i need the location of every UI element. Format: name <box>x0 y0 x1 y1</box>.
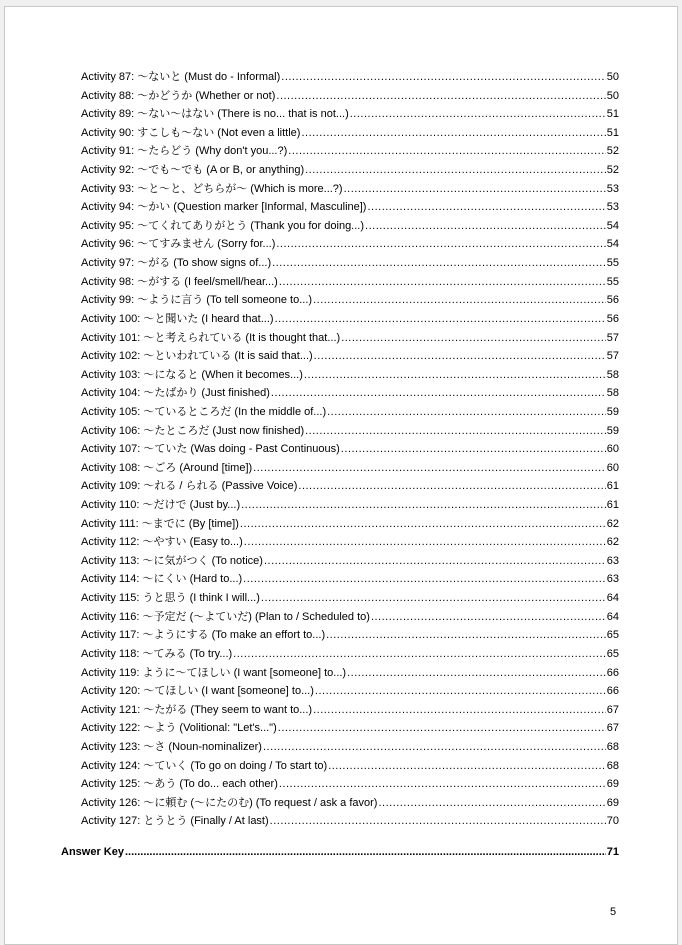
dot-leader <box>305 164 606 176</box>
toc-entry-page: 65 <box>606 629 619 642</box>
toc-entry-page: 62 <box>606 536 619 549</box>
toc-entry-page: 63 <box>606 573 619 586</box>
toc-entry-label: Activity 97: ～がる (To show signs of...) <box>81 257 272 270</box>
toc-entry[interactable] <box>81 515 619 534</box>
toc-entry-page: 59 <box>606 405 619 418</box>
toc-entry[interactable] <box>81 626 619 645</box>
toc-entry-page: 61 <box>606 499 619 512</box>
toc-entry-label: Activity 102: ～といわれている (It is said that...) <box>81 350 313 363</box>
toc-entry[interactable] <box>81 589 619 608</box>
toc-entry[interactable] <box>81 440 619 459</box>
toc-entry-page: 59 <box>606 424 619 437</box>
dot-leader <box>278 722 606 734</box>
toc-entry-page: 61 <box>606 480 619 493</box>
toc-entry-page: 66 <box>606 666 619 679</box>
dot-leader <box>371 611 606 623</box>
dot-leader <box>315 685 606 697</box>
document-page <box>4 6 678 945</box>
dot-leader <box>264 555 606 567</box>
toc-entry-page: 69 <box>606 778 619 791</box>
toc-entry-page: 70 <box>606 815 619 828</box>
toc-entry-label: Activity 95: ～てくれてありがとう (Thank you for doing...) <box>81 219 365 232</box>
dot-leader <box>270 815 606 827</box>
toc-entry-label: Activity 96: ～てすみません (Sorry for...) <box>81 238 276 251</box>
toc-entry-label: Activity 114: ～にくい (Hard to...) <box>81 573 243 586</box>
toc-entry-page: 57 <box>606 331 619 344</box>
toc-entry[interactable] <box>81 329 619 348</box>
toc-entry-page: 56 <box>606 312 619 325</box>
toc-entry-label: Activity 119: ように～てほしい (I want [someone] to...) <box>81 666 347 679</box>
toc-entry-label: Activity 113: ～に気がつく (To notice) <box>81 554 263 567</box>
toc-entry-label: Activity 87: ～ないと (Must do - Informal) <box>81 71 281 83</box>
dot-leader <box>276 238 605 250</box>
toc-entry-page: 68 <box>606 759 619 772</box>
toc-entry-page: 64 <box>606 592 619 605</box>
dot-leader <box>275 313 606 325</box>
dot-leader <box>314 350 606 362</box>
toc-entry-label: Activity 123: ～さ (Noun-nominalizer) <box>81 740 262 753</box>
dot-leader <box>341 443 606 455</box>
toc-entry-label: Activity 90: すこしも～ない (Not even a little) <box>81 126 301 139</box>
toc-entry-label: Activity 92: ～でも～でも (A or B, or anything) <box>81 164 305 177</box>
toc-entry-page: 53 <box>606 201 619 214</box>
toc-entry-label: Activity 93: ～と～と、どちらが～ (Which is more...?) <box>81 182 343 195</box>
toc-entry-page: 52 <box>606 145 619 158</box>
toc-entry[interactable] <box>81 235 619 254</box>
toc-entry[interactable] <box>81 87 619 106</box>
dot-leader <box>125 846 606 858</box>
toc-entry[interactable] <box>81 533 619 552</box>
toc-entry-label: Answer Key <box>61 846 124 858</box>
toc-entry-label: Activity 117: ～ようにする (To make an effort to...) <box>81 629 326 642</box>
toc-entry-label: Activity 91: ～たらどう (Why don't you...?) <box>81 145 288 158</box>
table-of-contents <box>81 68 619 831</box>
toc-entry-page: 65 <box>606 647 619 660</box>
toc-entry-page: 51 <box>606 126 619 139</box>
toc-entry-page: 67 <box>606 703 619 716</box>
toc-entry[interactable] <box>81 794 619 813</box>
toc-entry-page: 54 <box>606 238 619 251</box>
toc-entry[interactable] <box>81 198 619 217</box>
dot-leader <box>298 480 605 492</box>
toc-entry[interactable] <box>81 217 619 236</box>
toc-entry[interactable] <box>81 142 619 161</box>
toc-entry[interactable] <box>81 422 619 441</box>
toc-entry[interactable] <box>81 291 619 310</box>
toc-entry-page: 50 <box>606 71 619 83</box>
dot-leader <box>328 760 606 772</box>
dot-leader <box>279 778 606 790</box>
toc-entry[interactable] <box>81 701 619 720</box>
toc-entry-label: Activity 100: ～と聞いた (I heard that...) <box>81 312 274 325</box>
toc-entry-label: Activity 106: ～たところだ (Just now finished) <box>81 424 305 437</box>
toc-entry-page: 58 <box>606 368 619 381</box>
dot-leader <box>304 369 606 381</box>
page-number: 5 <box>610 906 617 918</box>
toc-entry[interactable] <box>81 757 619 776</box>
toc-entry-page: 66 <box>606 685 619 698</box>
toc-entry-label: Activity 124: ～ていく (To go on doing / To start to) <box>81 759 328 772</box>
toc-entry[interactable] <box>81 254 619 273</box>
toc-entry-label: Activity 107: ～ていた (Was doing - Past Continuous) <box>81 443 340 456</box>
toc-entry[interactable] <box>81 347 619 366</box>
toc-entry-label: Activity 118: ～てみる (To try...) <box>81 647 233 660</box>
dot-leader <box>272 257 606 269</box>
toc-entry-label: Activity 89: ～ない～はない (There is no... that is not...) <box>81 108 349 121</box>
dot-leader <box>341 332 606 344</box>
toc-entry-label: Activity 125: ～あう (To do... each other) <box>81 778 278 791</box>
toc-entry-label: Activity 108: ～ごろ (Around [time]) <box>81 461 253 474</box>
toc-entry[interactable] <box>81 477 619 496</box>
toc-entry-label: Activity 116: ～予定だ (～よていだ) (Plan to / Scheduled to) <box>81 610 370 623</box>
toc-entry-label: Activity 105: ～ているところだ (In the middle of...) <box>81 405 327 418</box>
toc-entry[interactable] <box>81 719 619 738</box>
toc-entry-label: Activity 109: ～れる / られる (Passive Voice) <box>81 480 298 493</box>
toc-entry[interactable] <box>81 124 619 143</box>
dot-leader <box>244 536 606 548</box>
toc-entry-label: Activity 121: ～たがる (They seem to want to...) <box>81 703 313 716</box>
toc-entry-page: 53 <box>606 182 619 195</box>
dot-leader <box>271 387 606 399</box>
toc-entry[interactable] <box>81 273 619 292</box>
dot-leader <box>344 183 606 195</box>
toc-entry[interactable] <box>81 552 619 571</box>
toc-entry-page: 57 <box>606 350 619 363</box>
toc-entry[interactable] <box>81 775 619 794</box>
dot-leader <box>313 704 606 716</box>
toc-entry-page: 51 <box>606 108 619 121</box>
dot-leader <box>327 406 606 418</box>
dot-leader <box>243 573 606 585</box>
dot-leader <box>281 71 605 83</box>
dot-leader <box>261 592 606 604</box>
toc-entry-label: Activity 126: ～に頼む (～にたのむ) (To request / ask a favor) <box>81 796 378 809</box>
dot-leader <box>367 201 605 213</box>
toc-entry-page: 54 <box>606 219 619 232</box>
toc-entry-page: 62 <box>606 517 619 530</box>
toc-entry-page: 50 <box>606 89 619 102</box>
toc-entry[interactable] <box>81 161 619 180</box>
toc-entry[interactable] <box>81 496 619 515</box>
toc-entry[interactable] <box>81 459 619 478</box>
toc-entry[interactable] <box>81 105 619 124</box>
dot-leader <box>279 276 606 288</box>
dot-leader <box>263 741 606 753</box>
toc-entry-page: 58 <box>606 387 619 400</box>
toc-entry-label: Activity 99: ～ように言う (To tell someone to...) <box>81 294 313 307</box>
dot-leader <box>350 108 606 120</box>
toc-entry[interactable] <box>81 403 619 422</box>
toc-entry-label: Activity 88: ～かどうか (Whether or not) <box>81 89 276 102</box>
dot-leader <box>240 518 606 530</box>
toc-entry[interactable] <box>81 310 619 329</box>
toc-entry-page: 71 <box>606 846 619 858</box>
dot-leader <box>233 648 606 660</box>
dot-leader <box>365 220 606 232</box>
toc-entry[interactable] <box>81 738 619 757</box>
toc-entry-label: Activity 103: ～になると (When it becomes...) <box>81 368 303 381</box>
toc-entry[interactable] <box>81 645 619 664</box>
toc-entry-page: 64 <box>606 610 619 623</box>
dot-leader <box>276 90 605 102</box>
toc-entry-page: 67 <box>606 722 619 735</box>
toc-entry[interactable] <box>81 664 619 683</box>
toc-entry[interactable] <box>81 812 619 831</box>
toc-entry-page: 56 <box>606 294 619 307</box>
toc-entry-label: Activity 110: ～だけで (Just by...) <box>81 499 241 512</box>
toc-entry-label: Activity 115: うと思う (I think I will...) <box>81 592 260 605</box>
toc-entry-label: Activity 122: ～よう (Volitional: "Let's...") <box>81 722 277 735</box>
toc-entry-label: Activity 112: ～やすい (Easy to...) <box>81 536 243 549</box>
toc-entry-label: Activity 94: ～かい (Question marker [Informal, Masculine]) <box>81 201 367 214</box>
dot-leader <box>288 145 605 157</box>
toc-entry-page: 60 <box>606 461 619 474</box>
toc-entry-label: Activity 101: ～と考えられている (It is thought that...) <box>81 331 341 344</box>
dot-leader <box>253 462 606 474</box>
toc-entry[interactable] <box>81 68 619 87</box>
toc-entry-page: 55 <box>606 275 619 288</box>
toc-entry[interactable] <box>81 682 619 701</box>
dot-leader <box>326 629 606 641</box>
toc-entry[interactable] <box>81 180 619 199</box>
toc-entry[interactable] <box>81 384 619 403</box>
dot-leader <box>305 425 606 437</box>
toc-entry-page: 69 <box>606 796 619 809</box>
toc-entry-page: 60 <box>606 443 619 456</box>
toc-entry-page: 55 <box>606 257 619 270</box>
dot-leader <box>347 667 606 679</box>
toc-entry-label: Activity 127: とうとう (Finally / At last) <box>81 815 269 828</box>
toc-entry-page: 52 <box>606 164 619 177</box>
toc-entry-page: 63 <box>606 554 619 567</box>
toc-entry[interactable] <box>81 608 619 627</box>
toc-entry[interactable] <box>81 570 619 589</box>
dot-leader <box>313 294 606 306</box>
dot-leader <box>241 499 606 511</box>
toc-entry-label: Activity 98: ～がする (I feel/smell/hear...) <box>81 275 278 288</box>
toc-entry-label: Activity 120: ～てほしい (I want [someone] to...) <box>81 685 314 698</box>
toc-entry-answer-key[interactable] <box>61 846 619 858</box>
toc-entry[interactable] <box>81 366 619 385</box>
dot-leader <box>378 797 605 809</box>
toc-entry-label: Activity 111: ～までに (By [time]) <box>81 517 239 530</box>
toc-entry-page: 68 <box>606 740 619 753</box>
dot-leader <box>301 127 605 139</box>
toc-entry-label: Activity 104: ～たばかり (Just finished) <box>81 387 270 400</box>
